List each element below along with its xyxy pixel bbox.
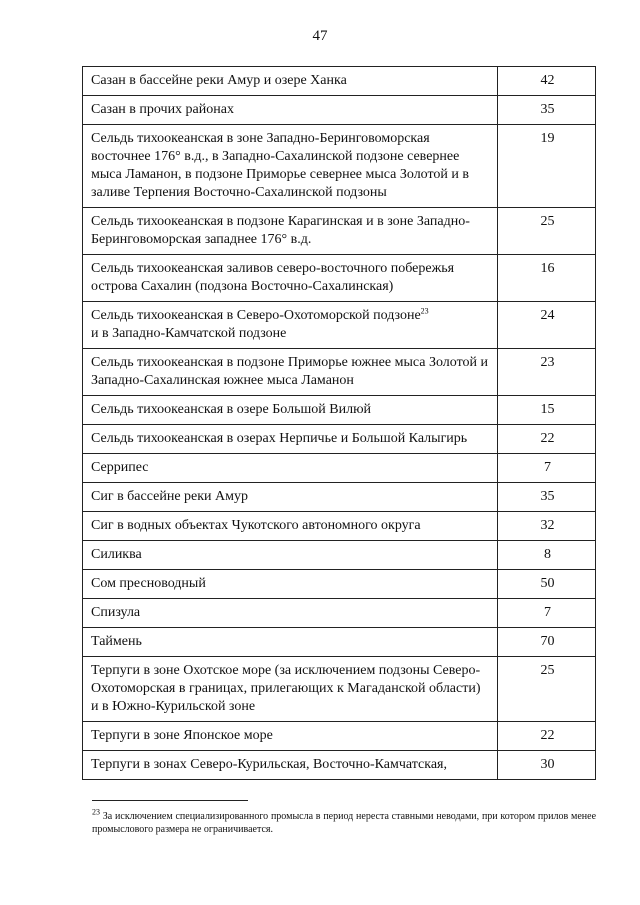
species-name-cell xyxy=(83,302,498,349)
table-row xyxy=(83,570,596,599)
species-name: Сазан в бассейне реки Амур и озере Ханка xyxy=(91,73,347,88)
table-row xyxy=(83,349,596,396)
species-name-cell xyxy=(83,208,498,255)
species-name: Сазан в прочих районах xyxy=(91,102,234,117)
species-name-cell xyxy=(83,125,498,208)
species-name-cell xyxy=(83,454,498,483)
size-value-cell: 35 xyxy=(498,483,596,512)
species-name: Терпуги в зоне Охотское море (за исключением подзоны Северо-Охотоморская в границах, прилегающих к Магаданской области) и в Южно-Курильской зоне xyxy=(91,663,481,714)
table-row xyxy=(83,454,596,483)
table-row xyxy=(83,255,596,302)
species-name-cell xyxy=(83,657,498,722)
species-name: Сельдь тихоокеанская в озерах Нерпичье и Большой Калыгирь xyxy=(91,431,468,446)
species-name-cell xyxy=(83,570,498,599)
species-name-cell xyxy=(83,599,498,628)
table-row xyxy=(83,657,596,722)
table-row xyxy=(83,512,596,541)
species-name-cell xyxy=(83,425,498,454)
species-name: Спизула xyxy=(91,605,141,620)
species-name: Терпуги в зоне Японское море xyxy=(91,728,273,743)
species-name-cell xyxy=(83,255,498,302)
table-row xyxy=(83,396,596,425)
footnote-marker: 23 xyxy=(92,807,100,817)
table-row xyxy=(83,125,596,208)
species-name-cell xyxy=(83,541,498,570)
size-value-cell: 35 xyxy=(498,96,596,125)
size-value-cell: 16 xyxy=(498,255,596,302)
species-name-cell xyxy=(83,628,498,657)
table-body xyxy=(83,67,596,780)
size-value-cell: 15 xyxy=(498,396,596,425)
species-name-cell xyxy=(83,96,498,125)
species-name-continued: и в Западно-Камчатской подзоне xyxy=(91,326,287,341)
table-row xyxy=(83,722,596,751)
table-row xyxy=(83,96,596,125)
species-name: Сельдь тихоокеанская в Северо-Охотоморской подзоне xyxy=(91,308,421,323)
species-name-cell xyxy=(83,512,498,541)
size-value-cell: 8 xyxy=(498,541,596,570)
footnote xyxy=(92,807,597,836)
size-value-cell: 23 xyxy=(498,349,596,396)
footnote-reference: 23 xyxy=(420,306,429,316)
species-name-cell xyxy=(83,722,498,751)
size-value-cell: 22 xyxy=(498,722,596,751)
species-name-cell xyxy=(83,349,498,396)
table-row xyxy=(83,541,596,570)
species-name: Таймень xyxy=(91,634,142,649)
species-name: Сиг в водных объектах Чукотского автономного округа xyxy=(91,518,421,533)
size-value-cell: 32 xyxy=(498,512,596,541)
table-row xyxy=(83,425,596,454)
species-name: Сельдь тихоокеанская в озере Большой Вилюй xyxy=(91,402,372,417)
species-size-table xyxy=(82,66,596,780)
species-name: Сом пресноводный xyxy=(91,576,206,591)
species-name: Сельдь тихоокеанская в подзоне Карагинская и в зоне Западно-Беринговоморская западнее 176° в.д. xyxy=(91,214,470,247)
table-row xyxy=(83,751,596,780)
species-name-cell xyxy=(83,483,498,512)
table-row xyxy=(83,208,596,255)
species-name-cell xyxy=(83,67,498,96)
footnote-divider xyxy=(92,800,248,801)
size-value-cell: 7 xyxy=(498,599,596,628)
table-row xyxy=(83,628,596,657)
species-name: Сельдь тихоокеанская заливов северо-восточного побережья острова Сахалин (подзона Восточно-Сахалинская) xyxy=(91,261,455,294)
size-value-cell: 7 xyxy=(498,454,596,483)
species-name: Силиква xyxy=(91,547,142,562)
species-name: Серрипес xyxy=(91,460,149,475)
size-value-cell: 25 xyxy=(498,208,596,255)
size-value-cell: 70 xyxy=(498,628,596,657)
table-row xyxy=(83,483,596,512)
table-row xyxy=(83,67,596,96)
table-row xyxy=(83,302,596,349)
size-value-cell: 25 xyxy=(498,657,596,722)
species-name: Терпуги в зонах Северо-Курильская, Восточно-Камчатская, xyxy=(91,757,447,772)
species-name: Сельдь тихоокеанская в зоне Западно-Беринговоморская восточнее 176° в.д., в Западно-Сахалинской подзоне севернее мыса Ламанон, в подзоне Приморье севернее мыса Золотой и в заливе Терпения Восточно-Сахалинской подзоны xyxy=(91,131,470,200)
footnote-text: За исключением специализированного промысла в период нереста ставными неводами, при котором прилов менее промыслового размера не ограничивается. xyxy=(92,811,597,835)
page-number: 47 xyxy=(312,28,328,44)
species-name-cell xyxy=(83,396,498,425)
size-value-cell: 22 xyxy=(498,425,596,454)
size-value-cell: 19 xyxy=(498,125,596,208)
species-name: Сиг в бассейне реки Амур xyxy=(91,489,249,504)
species-name-cell xyxy=(83,751,498,780)
species-name: Сельдь тихоокеанская в подзоне Приморье южнее мыса Золотой и Западно-Сахалинская южнее мыса Ламанон xyxy=(91,355,489,388)
size-value-cell: 24 xyxy=(498,302,596,349)
size-value-cell: 30 xyxy=(498,751,596,780)
table-row xyxy=(83,599,596,628)
size-value-cell: 50 xyxy=(498,570,596,599)
size-value-cell: 42 xyxy=(498,67,596,96)
